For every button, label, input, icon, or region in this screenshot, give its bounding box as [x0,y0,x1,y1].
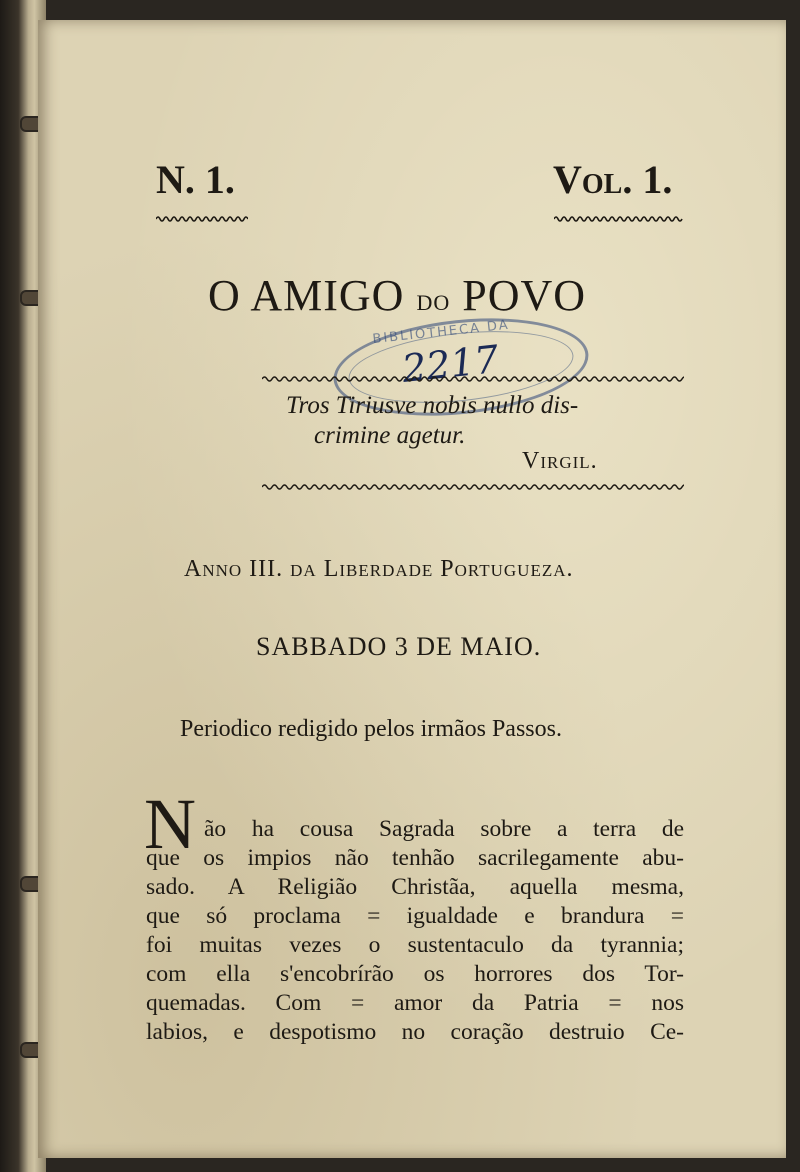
issue-number: N. 1. [156,157,235,202]
handwritten-catalog-number: 2217 [399,337,501,391]
liberty-year-line: Anno III. da Liberdade Portugueza. [184,556,574,582]
motto-line-1: Tros Tiriusve nobis nullo dis- [286,392,579,419]
newspaper-page [38,20,786,1158]
article-line: quemadas. Com = amor da Patria = nos [146,990,684,1016]
header-rule-left [156,214,248,224]
masthead-title-right: POVO [462,271,587,320]
issue-date: SABBADO 3 DE MAIO. [256,632,542,661]
masthead-rule-bottom [262,482,684,492]
article-line: ão ha cousa Sagrada sobre a terra de [204,816,684,842]
drop-cap: N [144,784,196,864]
article-line: que os impios não tenhão sacrilegamente abu- [146,845,684,871]
article-line: com ella s'encobrírão os horrores dos Tor- [146,961,684,987]
article-line: foi muitas vezes o sustentaculo da tyrannia; [146,932,684,958]
motto-line-2: crimine agetur. [314,422,466,449]
editors-line: Periodico redigido pelos irmãos Passos. [180,716,562,742]
library-stamp-text: BIBLIOTHECA DA [371,317,511,348]
masthead-title [208,270,586,321]
volume-number: Vol. 1. [553,157,673,202]
article-line: sado. A Religião Christãa, aquella mesma, [146,874,684,900]
header-rule-right [554,214,684,224]
article-line: labios, e despotismo no coração destruio Ce- [146,1019,684,1045]
masthead-rule-top [262,374,684,384]
masthead-title-left: O AMIGO [208,271,405,320]
masthead-title-connector: DO [416,290,451,315]
motto-attribution: Virgil. [522,448,598,474]
article-line: que só proclama = igualdade e brandura = [146,903,684,929]
